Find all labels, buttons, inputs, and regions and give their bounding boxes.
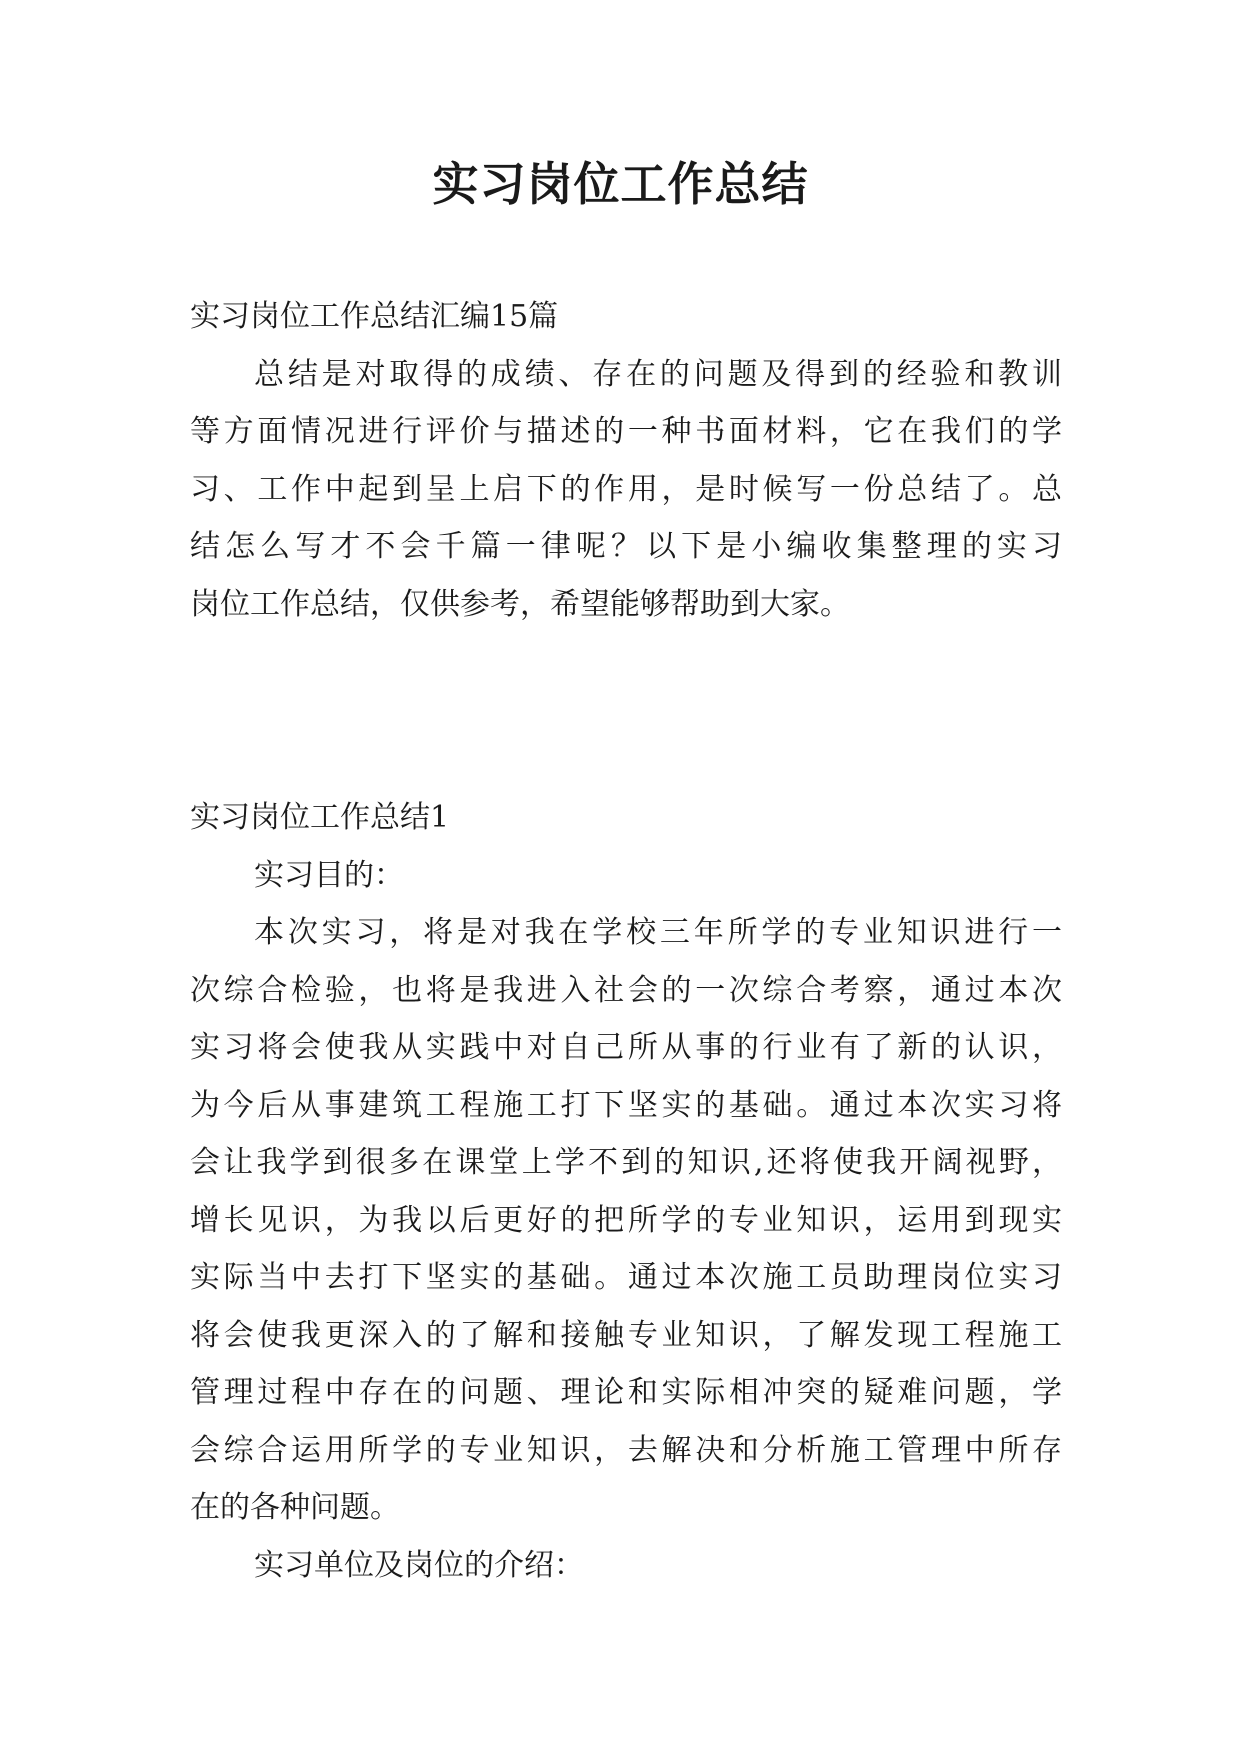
- intro-line: 等方面情况进行评价与描述的一种书面材料，它在我们的学: [190, 414, 1062, 449]
- purpose-line: 实习将会使我从实践中对自己所从事的行业有了新的认识，: [190, 1030, 1062, 1065]
- purpose-line: 将会使我更深入的了解和接触专业知识，了解发现工程施工: [190, 1317, 1062, 1353]
- intro-line: 结怎么写才不会千篇一律呢？以下是小编收集整理的实习: [190, 529, 1062, 564]
- purpose-line: 为今后从事建筑工程施工打下坚实的基础。通过本次实习将: [190, 1087, 1062, 1123]
- purpose-line: 实际当中去打下坚实的基础。通过本次施工员助理岗位实习: [190, 1260, 1062, 1295]
- purpose-line: 会综合运用所学的专业知识，去解决和分析施工管理中所存: [190, 1432, 1062, 1468]
- unit-label: 实习单位及岗位的介绍：: [254, 1547, 584, 1583]
- intro-line: 总结是对取得的成绩、存在的问题及得到的经验和教训: [254, 356, 1062, 392]
- section-heading: 实习岗位工作总结1: [190, 800, 450, 835]
- purpose-paragraph: [190, 904, 1062, 1537]
- intro-paragraph: [190, 346, 1062, 634]
- section-gap: [190, 633, 1062, 789]
- purpose-line: 管理过程中存在的问题、理论和实际相冲突的疑难问题，学: [190, 1375, 1062, 1410]
- document-body: [190, 288, 1062, 1594]
- intro-line: 岗位工作总结，仅供参考，希望能够帮助到大家。: [190, 586, 850, 622]
- document-subtitle: 实习岗位工作总结汇编15篇: [190, 299, 559, 334]
- purpose-line: 次综合检验，也将是我进入社会的一次综合考察，通过本次: [190, 972, 1062, 1008]
- purpose-line: 本次实习，将是对我在学校三年所学的专业知识进行一: [254, 915, 1062, 950]
- purpose-line: 在的各种问题。: [190, 1490, 400, 1525]
- purpose-line: 增长见识，为我以后更好的把所学的专业知识，运用到现实: [190, 1202, 1062, 1238]
- purpose-label: 实习目的：: [254, 857, 404, 893]
- document-title: 实习岗位工作总结: [432, 157, 809, 211]
- purpose-line: 会让我学到很多在课堂上学不到的知识,还将使我开阔视野，: [190, 1145, 1062, 1180]
- intro-line: 习、工作中起到呈上启下的作用，是时候写一份总结了。总: [190, 471, 1062, 507]
